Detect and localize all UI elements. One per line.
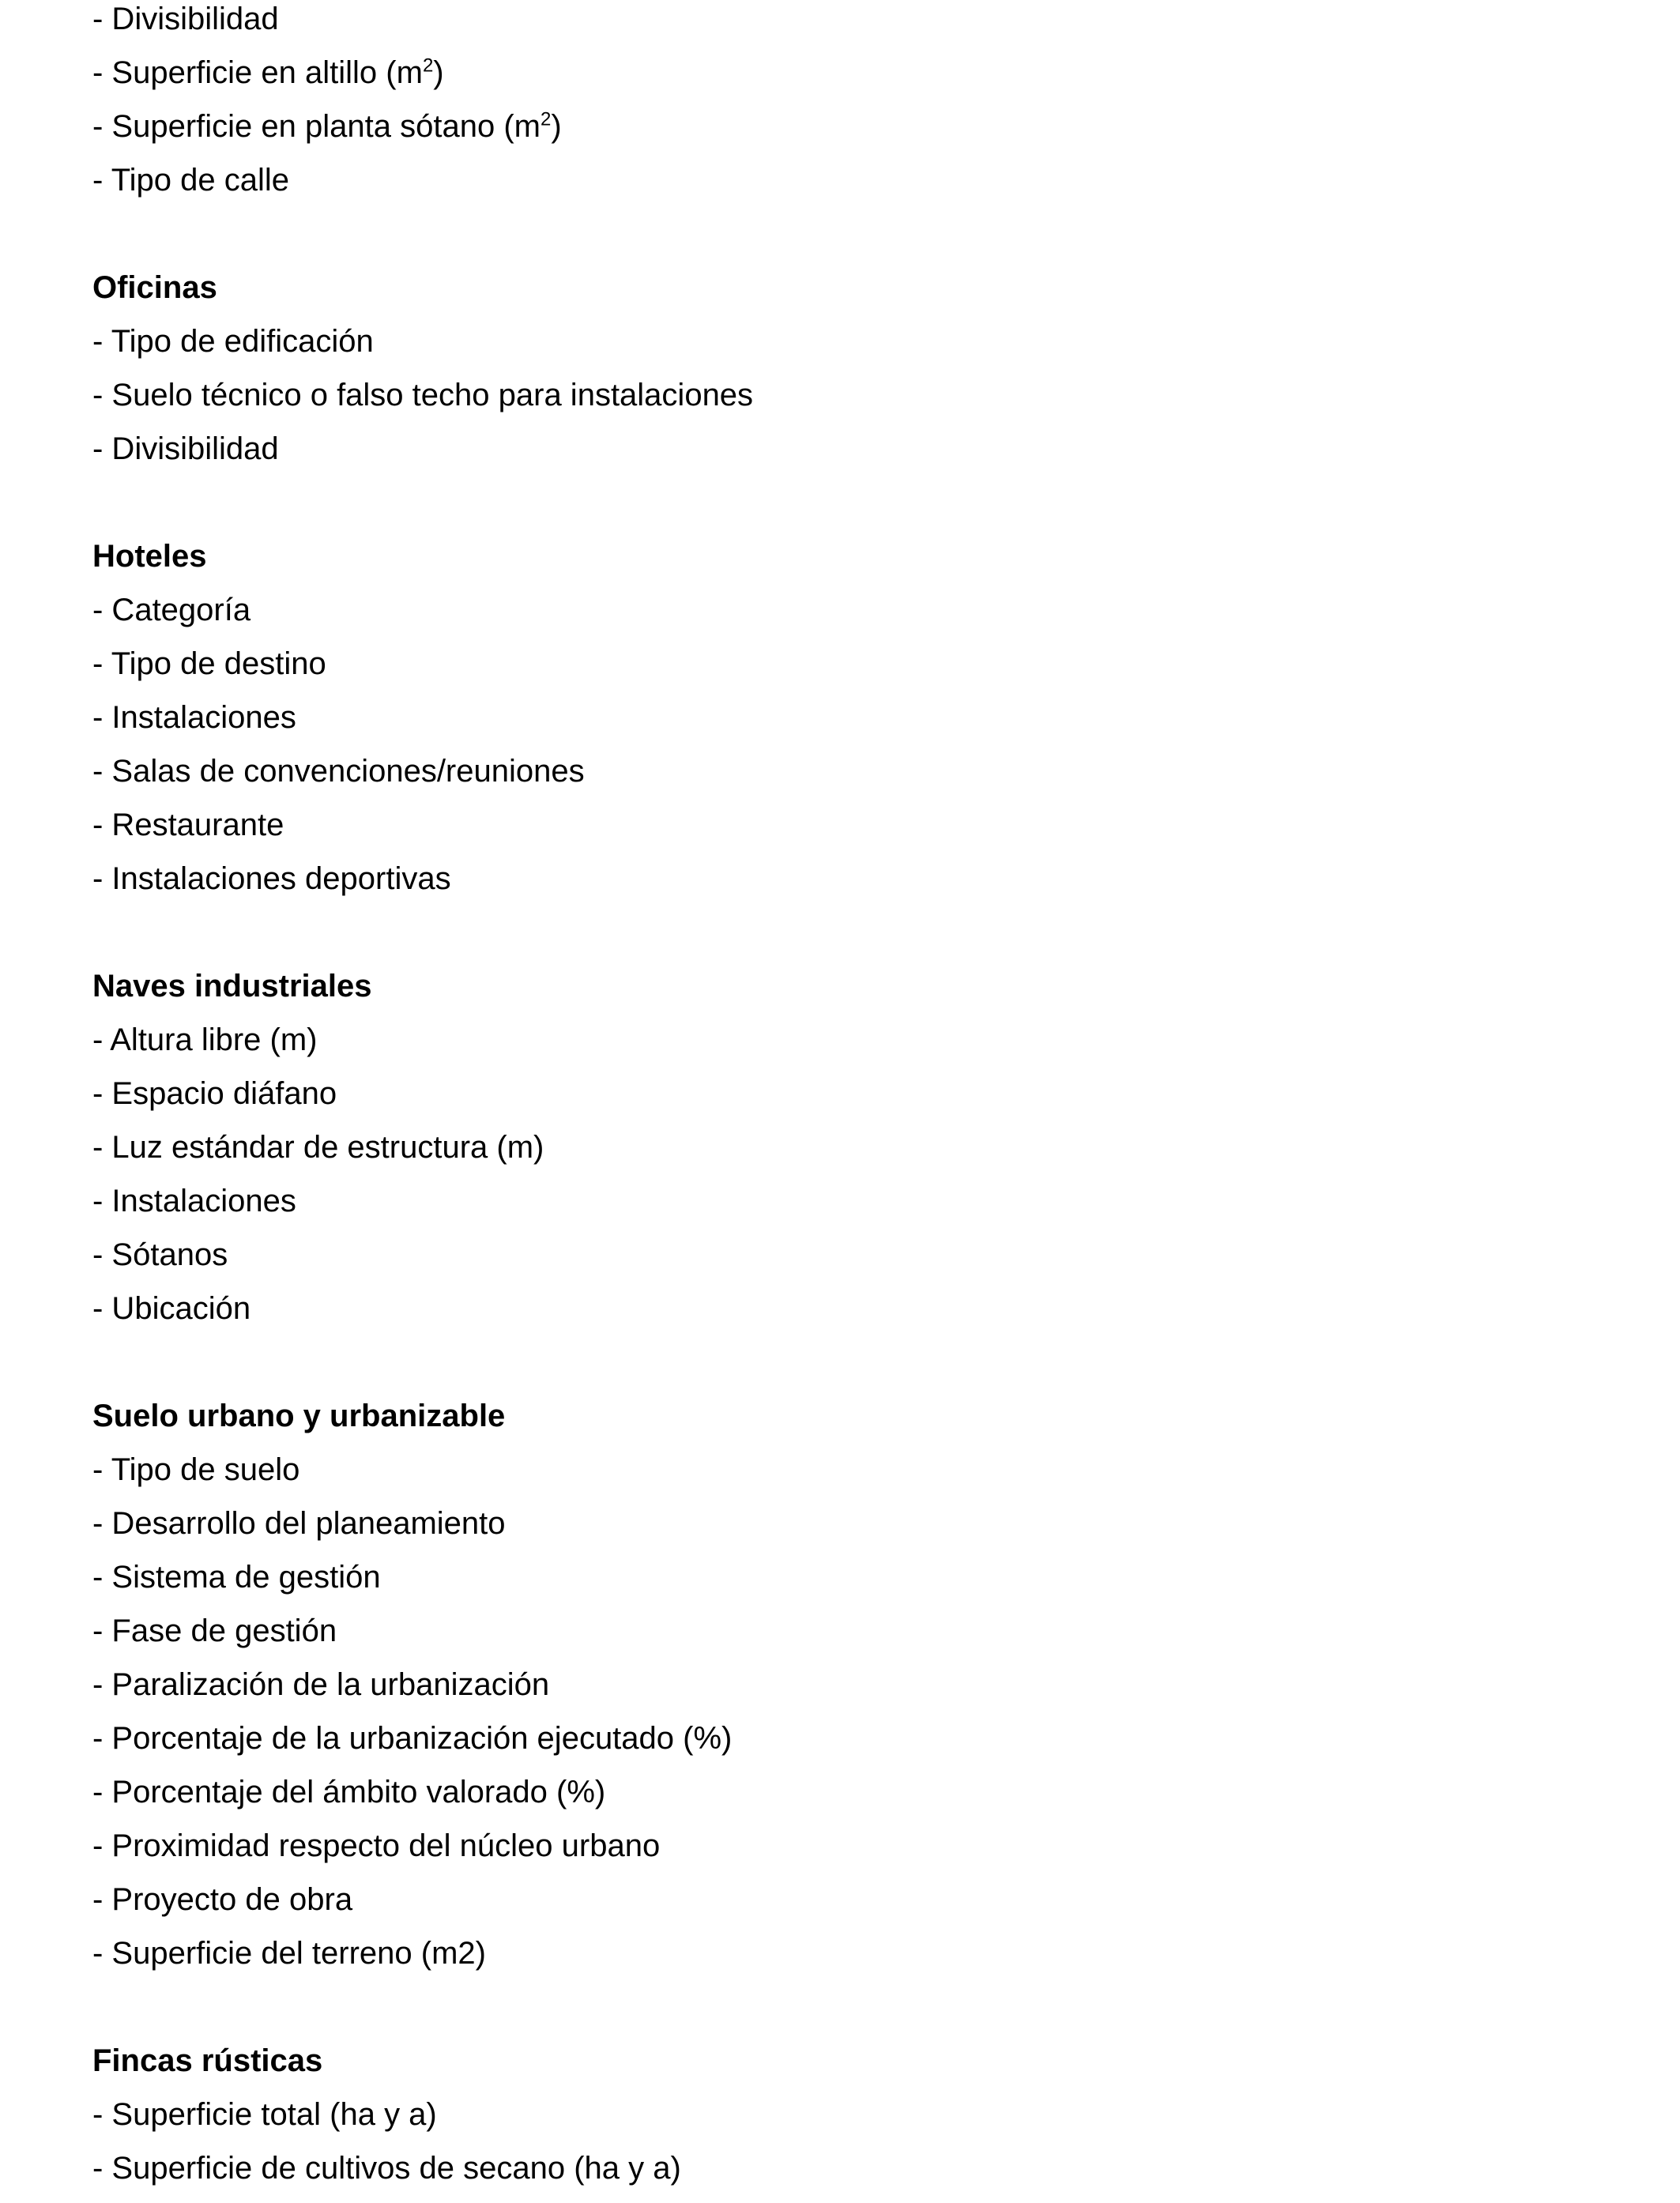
list-item: - Sótanos xyxy=(92,1237,228,1272)
section-suelo-urbano xyxy=(92,1397,1594,1988)
list-item: - Suelo técnico o falso techo para instalaciones xyxy=(92,378,754,412)
spacer xyxy=(92,215,1594,269)
section-heading: Hoteles xyxy=(92,539,207,574)
list-item-text: - Superficie en planta sótano (m xyxy=(92,109,541,144)
spacer xyxy=(92,484,1594,537)
list-item: - Proyecto de obra xyxy=(92,1882,353,1917)
list-item: - Instalaciones deportivas xyxy=(92,861,451,896)
section-heading: Suelo urbano y urbanizable xyxy=(92,1399,506,1433)
list-item-text: - Superficie en altillo (m xyxy=(92,55,423,90)
list-item xyxy=(92,54,1594,107)
list-item: - Fase de gestión xyxy=(92,1614,337,1648)
list-item xyxy=(92,107,1594,161)
section-fincas-rusticas xyxy=(92,2042,1594,2203)
spacer xyxy=(92,1988,1594,2042)
superscript: 2 xyxy=(540,108,552,130)
list-item: - Divisibilidad xyxy=(92,2,279,36)
list-item: - Proximidad respecto del núcleo urbano xyxy=(92,1828,661,1863)
intro-list xyxy=(92,0,1594,215)
list-item: - Espacio diáfano xyxy=(92,1076,337,1111)
list-item-close: ) xyxy=(433,55,444,90)
list-item: - Tipo de edificación xyxy=(92,324,374,359)
list-item: - Tipo de calle xyxy=(92,163,290,198)
list-item: - Porcentaje de la urbanización ejecutado (%) xyxy=(92,1721,733,1756)
list-item: - Categoría xyxy=(92,593,251,627)
section-heading: Fincas rústicas xyxy=(92,2043,323,2078)
list-item: - Restaurante xyxy=(92,808,284,842)
superscript: 2 xyxy=(422,55,434,77)
section-oficinas xyxy=(92,269,1594,484)
list-item: - Divisibilidad xyxy=(92,431,279,466)
list-item: - Instalaciones xyxy=(92,700,296,735)
list-item: - Instalaciones xyxy=(92,1184,296,1218)
list-item: - Salas de convenciones/reuniones xyxy=(92,754,585,789)
list-item: - Tipo de suelo xyxy=(92,1452,300,1487)
list-item: - Superficie del terreno (m2) xyxy=(92,1936,486,1971)
spacer xyxy=(92,1343,1594,1397)
list-item: - Superficie total (ha y a) xyxy=(92,2097,437,2132)
list-item: - Luz estándar de estructura (m) xyxy=(92,1130,544,1165)
list-item: - Tipo de destino xyxy=(92,646,326,681)
list-item: - Desarrollo del planeamiento xyxy=(92,1506,506,1541)
section-hoteles xyxy=(92,537,1594,913)
list-item: - Altura libre (m) xyxy=(92,1022,318,1057)
spacer xyxy=(92,913,1594,967)
section-naves-industriales xyxy=(92,967,1594,1343)
list-item: - Paralización de la urbanización xyxy=(92,1667,550,1702)
list-item: - Superficie de cultivos de secano (ha y a) xyxy=(92,2151,681,2186)
list-item-close: ) xyxy=(551,109,562,144)
list-item: - Porcentaje del ámbito valorado (%) xyxy=(92,1775,606,1809)
section-heading: Naves industriales xyxy=(92,969,372,1004)
document-page xyxy=(92,0,1594,2203)
list-item: - Ubicación xyxy=(92,1291,251,1326)
list-item: - Sistema de gestión xyxy=(92,1560,381,1595)
section-heading: Oficinas xyxy=(92,270,217,305)
